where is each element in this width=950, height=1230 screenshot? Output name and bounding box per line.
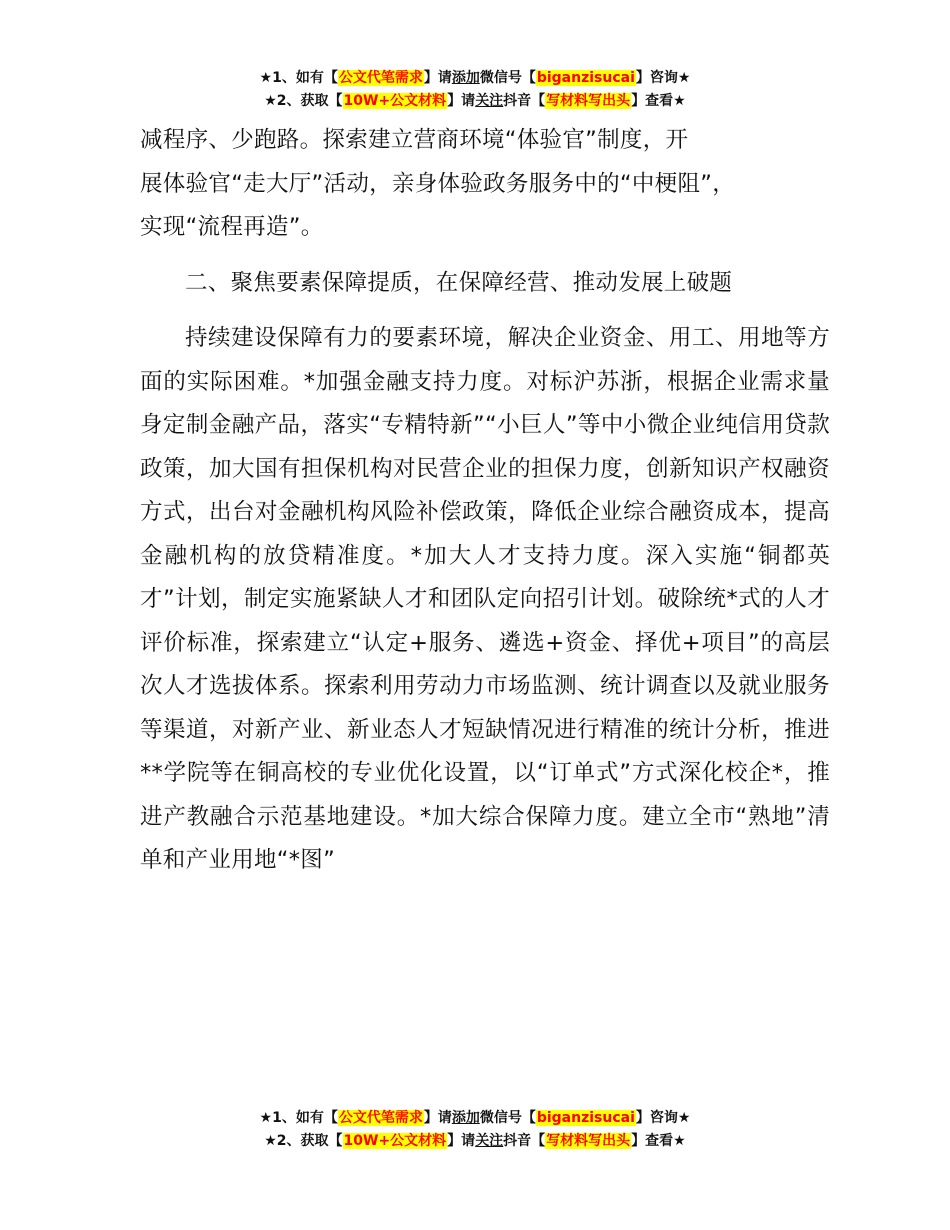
promo-highlight-materials: 10W+公文材料 [343,93,447,109]
promo-text: ★2、获取【 [264,93,343,109]
promo-highlight-service: 公文代笔需求 [338,1110,423,1126]
promo-text: 】请 [447,93,476,109]
footer-promo-banner [0,1107,950,1153]
paragraph-gap [140,250,830,262]
body-paragraph: 持续建设保障有力的要素环境，解决企业资金、用工、用地等方面的实际困难。*加强金融支持力度。对标沪苏浙，根据企业需求量身定制金融产品，落实“专精特新”“小巨人”等中小微企业纯信用贷款政策，加大国有担保机构对民营企业的担保力度，创新知识产权融资方式，出台对金融机构风险补偿政策，降低企业综合融资成本，提高金融机构的放贷精准度。*加大人才支持力度。深入实施“铜都英才”计划，制定实施紧缺人才和团队定向招引计划。破除统*式的人才评价标准，探索建立“认定+服务、遴选+资金、择优+项目”的高层次人才选拔体系。探索利用劳动力市场监测、统计调查以及就业服务等渠道，对新产业、新业态人才短缺情况进行精准的统计分析，推进**学院等在铜高校的专业优化设置，以“订单式”方式深化校企*，推进产教融合示范基地建设。*加大综合保障力度。建立全市“熟地”清单和产业用地“*图” [140,325,830,873]
promo-underline-follow: 关注 [475,93,504,109]
promo-highlight-materials: 10W+公文材料 [343,1133,447,1149]
promo-text: 微信号【 [479,1110,536,1126]
promo-highlight-douyin: 写材料写出头 [546,93,631,109]
promo-underline-add: 添加 [451,70,480,86]
promo-text: 】咨询★ [635,70,691,86]
section-heading: 二、聚焦要素保障提质，在保障经营、推动发展上破题 [185,269,733,296]
promo-text: 】请 [423,70,452,86]
promo-highlight-wechat-id: biganzisucai [536,70,635,86]
body-line: 实现“流程再造”。 [140,214,324,240]
promo-line-1 [0,67,950,90]
promo-text: 微信号【 [479,70,536,86]
promo-line-2 [0,1130,950,1153]
promo-text: ★1、如有【 [259,1110,338,1126]
header-promo-banner [0,67,950,113]
promo-text: ★1、如有【 [259,70,338,86]
paragraph-gap [140,305,830,317]
promo-text: 】请 [447,1133,476,1149]
promo-line-2 [0,90,950,113]
promo-line-1 [0,1107,950,1130]
promo-underline-follow: 关注 [475,1133,504,1149]
document-body [140,119,830,883]
promo-text: 】请 [423,1110,452,1126]
promo-highlight-service: 公文代笔需求 [338,70,423,86]
promo-highlight-douyin: 写材料写出头 [546,1133,631,1149]
body-line: 展体验官“走大厅”活动，亲身体验政务服务中的“中梗阻”， [140,170,736,197]
body-line: 减程序、少跑路。探索建立营商环境“体验官”制度，开 [140,127,689,153]
promo-text: ★2、获取【 [264,1133,343,1149]
promo-text: 】咨询★ [635,1110,691,1126]
promo-underline-add: 添加 [451,1110,480,1126]
promo-text: 抖音【 [503,1133,546,1149]
promo-text: 】查看★ [631,1133,686,1149]
promo-text: 抖音【 [503,93,546,109]
promo-text: 】查看★ [631,93,686,109]
promo-highlight-wechat-id: biganzisucai [536,1110,635,1126]
